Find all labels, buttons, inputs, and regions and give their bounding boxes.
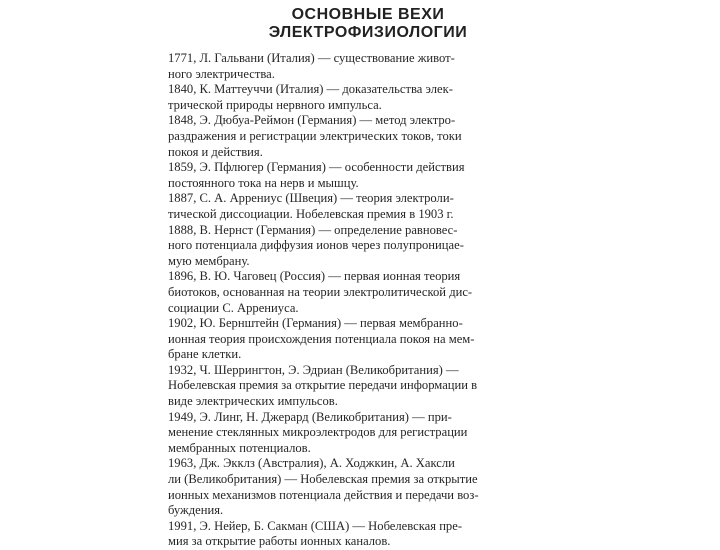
- milestone-line: социации С. Аррениуса.: [168, 300, 299, 315]
- milestone-entry: [168, 316, 548, 363]
- title-line: ОСНОВНЫЕ ВЕХИ: [291, 6, 445, 23]
- milestone-line: мую мембрану.: [168, 253, 250, 268]
- milestone-line: ли (Великобритания) — Нобелевская премия за открытие: [168, 472, 478, 487]
- milestone-line: покоя и действия.: [168, 144, 263, 159]
- milestone-line: ионных механизмов потенциала действия и передачи воз-: [168, 487, 479, 502]
- milestone-entry: [168, 269, 548, 316]
- milestone-first-line: 1848, Э. Дюбуа-Реймон (Германия) — метод электро-: [168, 113, 456, 128]
- milestone-line: буждения.: [168, 503, 224, 518]
- milestone-entry: [168, 113, 548, 160]
- milestone-entry: [168, 223, 548, 270]
- milestone-line: менение стеклянных микроэлектродов для регистрации: [168, 425, 468, 440]
- milestone-entry: [168, 82, 548, 113]
- milestone-first-line: 1902, Ю. Бернштейн (Германия) — первая мембранно-: [168, 316, 463, 331]
- milestone-entry: [168, 363, 548, 410]
- milestone-first-line: 1991, Э. Нейер, Б. Сакман (США) — Нобелевская пре-: [168, 518, 463, 533]
- milestone-line: биотоков, основанная на теории электролитической дис-: [168, 284, 473, 299]
- milestone-entry: [168, 456, 548, 518]
- milestone-first-line: 1887, С. А. Аррениус (Швеция) — теория электроли-: [168, 191, 454, 206]
- milestone-line: трической природы нервного импульса.: [168, 97, 382, 112]
- milestone-entry: [168, 160, 548, 191]
- milestone-line: Нобелевская премия за открытие передачи информации в: [168, 378, 478, 393]
- milestone-line: бране клетки.: [168, 347, 242, 362]
- milestone-line: ного потенциала диффузия ионов через полупроницае-: [168, 238, 464, 253]
- milestone-entry: [168, 519, 548, 550]
- milestone-first-line: 1771, Л. Гальвани (Италия) — существование живот-: [168, 51, 455, 65]
- milestone-first-line: 1932, Ч. Шеррингтон, Э. Эдриан (Великобритания) —: [168, 362, 459, 377]
- milestone-line: постоянного тока на нерв и мышцу.: [168, 175, 359, 190]
- milestone-line: ионная теория происхождения потенциала покоя на мем-: [168, 331, 475, 346]
- title-line: ЭЛЕКТРОФИЗИОЛОГИИ: [268, 24, 468, 41]
- milestone-entry: [168, 51, 548, 82]
- milestone-line: тической диссоциации. Нобелевская премия в 1903 г.: [168, 206, 454, 221]
- milestone-first-line: 1840, К. Маттеуччи (Италия) — доказательства элек-: [168, 82, 453, 97]
- milestone-line: мия за открытие работы ионных каналов.: [168, 534, 391, 549]
- milestone-line: раздражения и регистрации электрических токов, токи: [168, 128, 462, 143]
- milestone-line: мембранных потенциалов.: [168, 440, 311, 455]
- milestone-first-line: 1949, Э. Линг, Н. Джерард (Великобритания) — при-: [168, 409, 452, 424]
- milestone-first-line: 1963, Дж. Экклз (Австралия), А. Ходжкин, А. Хаксли: [168, 456, 455, 471]
- milestone-line: виде электрических импульсов.: [168, 394, 338, 409]
- milestone-first-line: 1888, В. Нернст (Германия) — определение равновес-: [168, 222, 458, 237]
- milestone-entry: [168, 191, 548, 222]
- milestones-list: [168, 51, 548, 550]
- milestone-first-line: 1896, В. Ю. Чаговец (Россия) — первая ионная теория: [168, 269, 461, 284]
- milestone-entry: [168, 410, 548, 457]
- milestone-line: ного электричества.: [168, 66, 275, 81]
- page-title: [248, 6, 488, 42]
- milestone-first-line: 1859, Э. Пфлюгер (Германия) — особенности действия: [168, 160, 465, 175]
